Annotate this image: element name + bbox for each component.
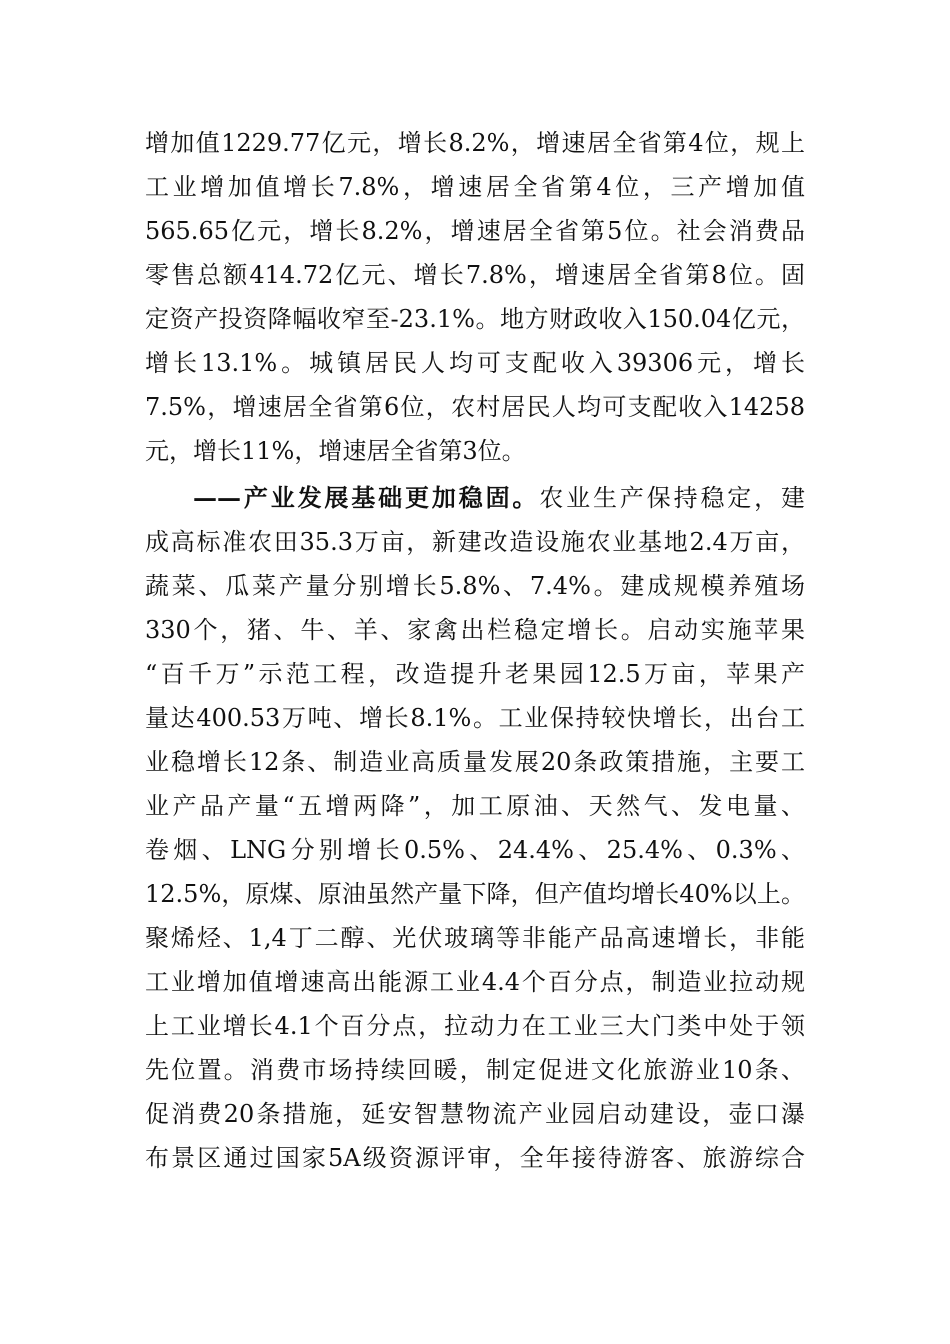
- text-line: 先位置。消费市场持续回暖，制定促进文化旅游业10条、: [145, 1056, 805, 1084]
- text-line: “百千万”示范工程，改造提升老果园12.5万亩，苹果产: [145, 660, 805, 688]
- text-line: 业稳增长12条、制造业高质量发展20条政策措施，主要工: [145, 748, 805, 776]
- text-line: 促消费20条措施，延安智慧物流产业园启动建设，壶口瀑: [145, 1100, 805, 1128]
- text-line: 布景区通过国家5A级资源评审，全年接待游客、旅游综合: [145, 1144, 805, 1172]
- text-line: 聚烯烃、1,4丁二醇、光伏玻璃等非能产品高速增长，非能: [145, 924, 805, 952]
- text-line: 蔬菜、瓜菜产量分别增长5.8%、7.4%。建成规模养殖场: [145, 572, 805, 600]
- paragraph-first-line: [193, 478, 805, 518]
- text-line: 565.65亿元，增长8.2%，增速居全省第5位。社会消费品: [145, 217, 805, 245]
- text-line: 定资产投资降幅收窄至-23.1%。地方财政收入150.04亿元，: [145, 305, 805, 333]
- text-line: 增加值1229.77亿元，增长8.2%，增速居全省第4位，规上: [145, 129, 805, 157]
- section-heading: ——产业发展基础更加稳固。: [193, 483, 540, 512]
- text-line: 上工业增长4.1个百分点，拉动力在工业三大门类中处于领: [145, 1012, 805, 1040]
- text-line: 增长13.1%。城镇居民人均可支配收入39306元，增长: [145, 349, 805, 377]
- text-segment: 农业生产保持稳定，建: [539, 484, 806, 512]
- text-line: 12.5%，原煤、原油虽然产量下降，但产值均增长40%以上。: [145, 880, 805, 908]
- text-line: 工业增加值增长7.8%，增速居全省第4位，三产增加值: [145, 173, 805, 201]
- text-line: 零售总额414.72亿元、增长7.8%，增速居全省第8位。固: [145, 261, 805, 289]
- text-line: 量达400.53万吨、增长8.1%。工业保持较快增长，出台工: [145, 704, 805, 732]
- text-line: 卷烟、LNG分别增长0.5%、24.4%、25.4%、0.3%、: [145, 836, 805, 864]
- text-line: 工业增加值增速高出能源工业4.4个百分点，制造业拉动规: [145, 968, 805, 996]
- text-line: 330个，猪、牛、羊、家禽出栏稳定增长。启动实施苹果: [145, 616, 805, 644]
- text-line: 业产品产量“五增两降”，加工原油、天然气、发电量、: [145, 792, 805, 820]
- text-line: 元，增长11%，增速居全省第3位。: [145, 437, 526, 465]
- text-line: 成高标准农田35.3万亩，新建改造设施农业基地2.4万亩，: [145, 528, 805, 556]
- text-line: 7.5%，增速居全省第6位，农村居民人均可支配收入14258: [145, 393, 805, 421]
